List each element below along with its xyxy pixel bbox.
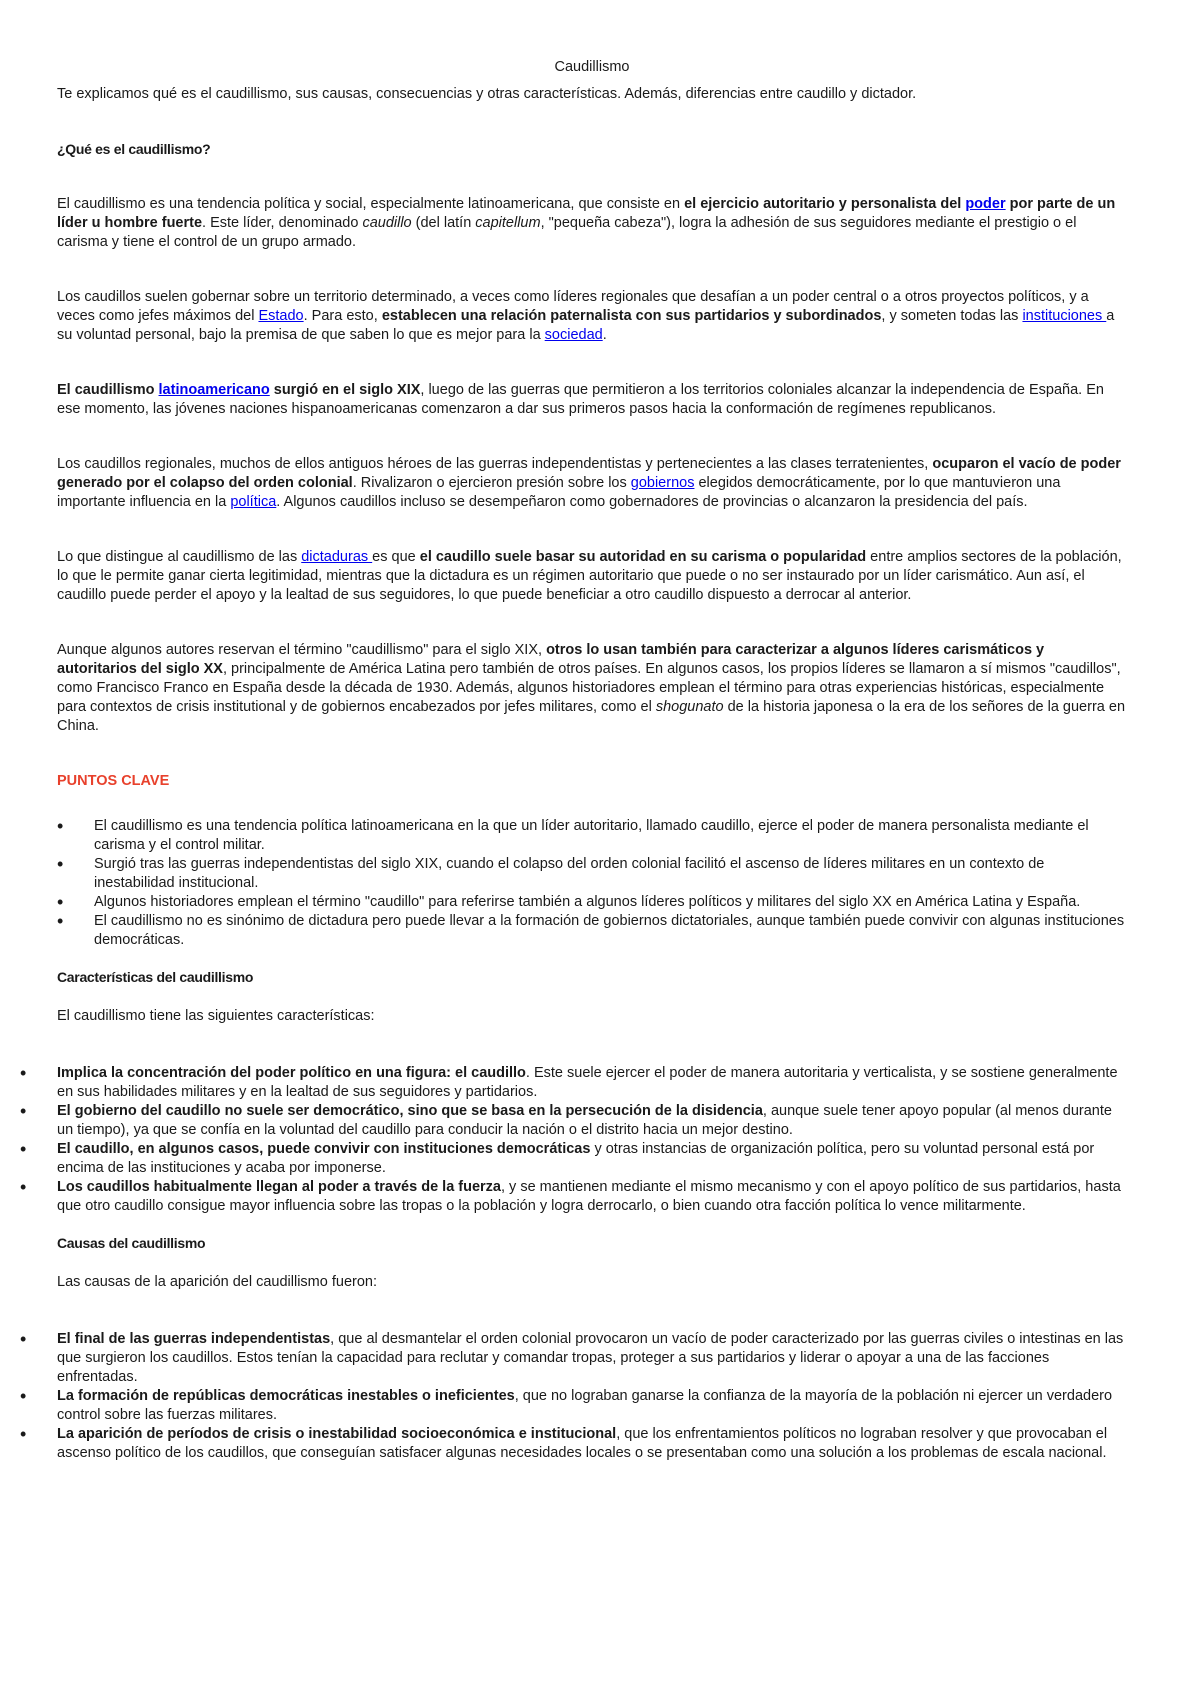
link-dictaduras[interactable]: dictaduras [301,549,373,565]
bold-text: ocuparon el vacío de poder generado por el colapso del orden colonial [57,456,1121,491]
text: Los caudillos suelen gobernar sobre un territorio determinado, a veces como líderes regionales que desafían a un poder central o a otros proyectos políticos, y a veces como jefes máximos del [57,289,1089,324]
bold-text: por parte de un líder u hombre fuerte [57,196,1116,231]
list-item [57,1178,1127,1216]
italic-text: capitellum [475,215,541,231]
text: , "pequeña cabeza"), logra la adhesión de sus seguidores mediante el prestigio o el carisma y tiene el control de un grupo armado. [57,215,1077,250]
text: . Este líder, denominado [202,215,363,231]
text: elegidos democráticamente, por lo que mantuvieron una importante influencia en la [57,475,1061,510]
list-item [57,1102,1127,1140]
text: . Algunos caudillos incluso se desempeñaron como gobernadores de provincias o alcanzaron la presidencia del país. [276,494,1028,510]
heading-characteristics: Características del caudillismo [57,969,254,985]
text: . Para esto, [303,308,382,324]
bold-text: el caudillo suele basar su autoridad en su carisma o popularidad [419,549,867,565]
text: , luego de las guerras que permitieron a los territorios coloniales alcanzar la independencia de España. En ese momento, las jóvenes naciones hispanoamericanas comenzaron a dar sus primeros pasos hacia la conformación de regímenes republicanos. [57,382,1104,417]
list-item [57,1425,1127,1463]
text: , que al desmantelar el orden colonial provocaron un vacío de poder caracterizado por las guerras civiles o intestinas en las que surgieron los caudillos. Estos tenían la capacidad para reclutar y comandar tropas, proteger a sus partidarios y liderar o apoyar a una de las facciones enfrentadas. [57,1331,1124,1385]
bold-text: El gobierno del caudillo no suele ser democrático, sino que se basa en la persecución de la disidencia [57,1103,763,1119]
paragraph-twentieth-century [57,641,1127,736]
link-politica[interactable]: política [230,494,277,510]
heading-causes: Causas del caudillismo [57,1235,206,1251]
text: entre amplios sectores de la población, lo que le permite ganar cierta legitimidad, mientras que la dictadura es un régimen autoritario que puede o no ser instaurado por un líder carismático. Aun así, el caudillo puede perder el apoyo y la lealtad de sus seguidores, lo que puede beneficiar a otro caudillo dispuesto a derrocar al anterior. [57,549,1122,603]
link-poder[interactable]: poder [965,196,1006,212]
link-gobiernos[interactable]: gobiernos [630,475,695,491]
bold-text: establecen una relación paternalista con sus partidarios y subordinados [381,308,882,324]
heading-what-is: ¿Qué es el caudillismo? [57,141,211,157]
list-item [57,1064,1127,1102]
text: es que [372,549,420,565]
text: Aunque algunos autores reservan el término "caudillismo" para el siglo XIX, [57,642,547,658]
bold-text: Implica la concentración del poder político en una figura: el caudillo [57,1065,526,1081]
bold-text: El caudillismo [57,382,159,398]
text: Lo que distingue al caudillismo de las [57,549,302,565]
italic-text: shogunato [655,699,724,715]
bold-text: El final de las guerras independentistas [57,1331,331,1347]
bold-text: La aparición de períodos de crisis o inestabilidad socioeconómica e institucional [57,1426,617,1442]
list-item [57,1140,1127,1178]
key-points-title: PUNTOS CLAVE [57,773,170,789]
text: , que los enfrentamientos políticos no lograban resolver y que provocaban el ascenso político de los caudillos, que conseguían satisfacer algunas necesidades locales o se presentaban como una solución a los problemas de escala nacional. [57,1426,1108,1461]
link-instituciones[interactable]: instituciones [1022,308,1107,324]
bold-text: La formación de repúblicas democráticas inestables o ineficientes [57,1388,515,1404]
list-item: • Algunos historiadores emplean el término "caudillo" para referirse también a algunos líderes políticos y militares del siglo XX en América Latina y España. [57,893,1127,912]
list-item: • El caudillismo no es sinónimo de dictadura pero puede llevar a la formación de gobiernos dictatoriales, aunque también puede convivir con algunas instituciones democráticas. [57,912,1127,950]
text: , aunque suele tener apoyo popular (al menos durante un tiempo), ya que se confía en la voluntad del caudillo para conducir la nación o el distrito hacia un mejor destino. [57,1103,1112,1138]
text: y otras instancias de organización política, pero su voluntad personal está por encima de las instituciones y acaba por imponerse. [57,1141,1095,1176]
paragraph-regional-leaders [57,288,1127,345]
document-title: Caudillismo [554,59,630,75]
italic-text: caudillo [362,215,412,231]
text: , y someten todas las [881,308,1023,324]
text: Los caudillos regionales, muchos de ellos antiguos héroes de las guerras independentistas y pertenecientes a las clases terratenientes, [57,456,933,472]
list-item [57,1387,1127,1425]
text: de la historia japonesa o la era de los señores de la guerra en China. [57,699,1126,734]
document-body [57,58,1127,1463]
text: (del latín [411,215,476,231]
bold-text: surgió en el siglo XIX [269,382,421,398]
paragraph-definition [57,195,1127,252]
paragraph-regional-caudillos [57,455,1127,512]
bold-text: El caudillo, en algunos casos, puede convivir con instituciones democráticas [57,1141,591,1157]
text: , principalmente de América Latina pero también de otros países. En algunos casos, los propios líderes se llamaron a sí mismos "caudillos", como Francisco Franco en España desde la década de 1930. Además, algunos historiadores emplean el término para otras experiencias históricas, especialmente para contextos de crisis institutional y de gobiernos encabezados por jefes militares, como el [57,661,1121,715]
causes-list [57,1330,1127,1463]
paragraph-origin [57,381,1127,419]
text: . Rivalizaron o ejercieron presión sobre los [352,475,631,491]
link-estado[interactable]: Estado [258,308,304,324]
list-item: • El caudillismo es una tendencia política latinoamericana en la que un líder autoritario, llamado caudillo, ejerce el poder de manera personalista mediante el carisma y el control militar. [57,817,1127,855]
text: El caudillismo es una tendencia política y social, especialmente latinoamericana, que consiste en [57,196,685,212]
list-item: • Surgió tras las guerras independentistas del siglo XIX, cuando el colapso del orden colonial facilitó el ascenso de líderes militares en un contexto de inestabilidad institucional. [57,855,1127,893]
bold-text: Los caudillos habitualmente llegan al poder a través de la fuerza [57,1179,501,1195]
text: a su voluntad personal, bajo la premisa de que saben lo que es mejor para la [57,308,1115,343]
causes-intro: Las causas de la aparición del caudillismo fueron: [57,1274,377,1290]
list-item [57,1330,1127,1387]
paragraph-vs-dictatorship [57,548,1127,605]
lead-paragraph: Te explicamos qué es el caudillismo, sus causas, consecuencias y otras características. Además, diferencias entre caudillo y dictador. [57,86,917,102]
key-points-list [57,817,1127,950]
text: . Este suele ejercer el poder de manera autoritaria y verticalista, y se sostiene generalmente en sus habilidades militares y en la lealtad de sus seguidores y partidarios. [57,1065,1118,1100]
text: . [602,327,607,343]
bold-text: el ejercicio autoritario y personalista del [684,196,966,212]
characteristics-list [57,1064,1127,1216]
bold-text: otros lo usan también para caracterizar a algunos líderes carismáticos y autoritarios del siglo XX [57,642,1045,677]
text: , que no lograban ganarse la confianza de la mayoría de la población ni ejercer un verdadero control sobre las fuerzas militares. [57,1388,1113,1423]
link-latinoamericano[interactable]: latinoamericano [158,382,270,398]
link-sociedad[interactable]: sociedad [544,327,603,343]
text: , y se mantienen mediante el mismo mecanismo y con el apoyo político de sus partidarios, hasta que otro caudillo consigue mayor influencia sobre las tropas o la población y logra derrocarlo, o bien cuando otra facción política lo vence militarmente. [57,1179,1121,1214]
characteristics-intro: El caudillismo tiene las siguientes características: [57,1008,375,1024]
